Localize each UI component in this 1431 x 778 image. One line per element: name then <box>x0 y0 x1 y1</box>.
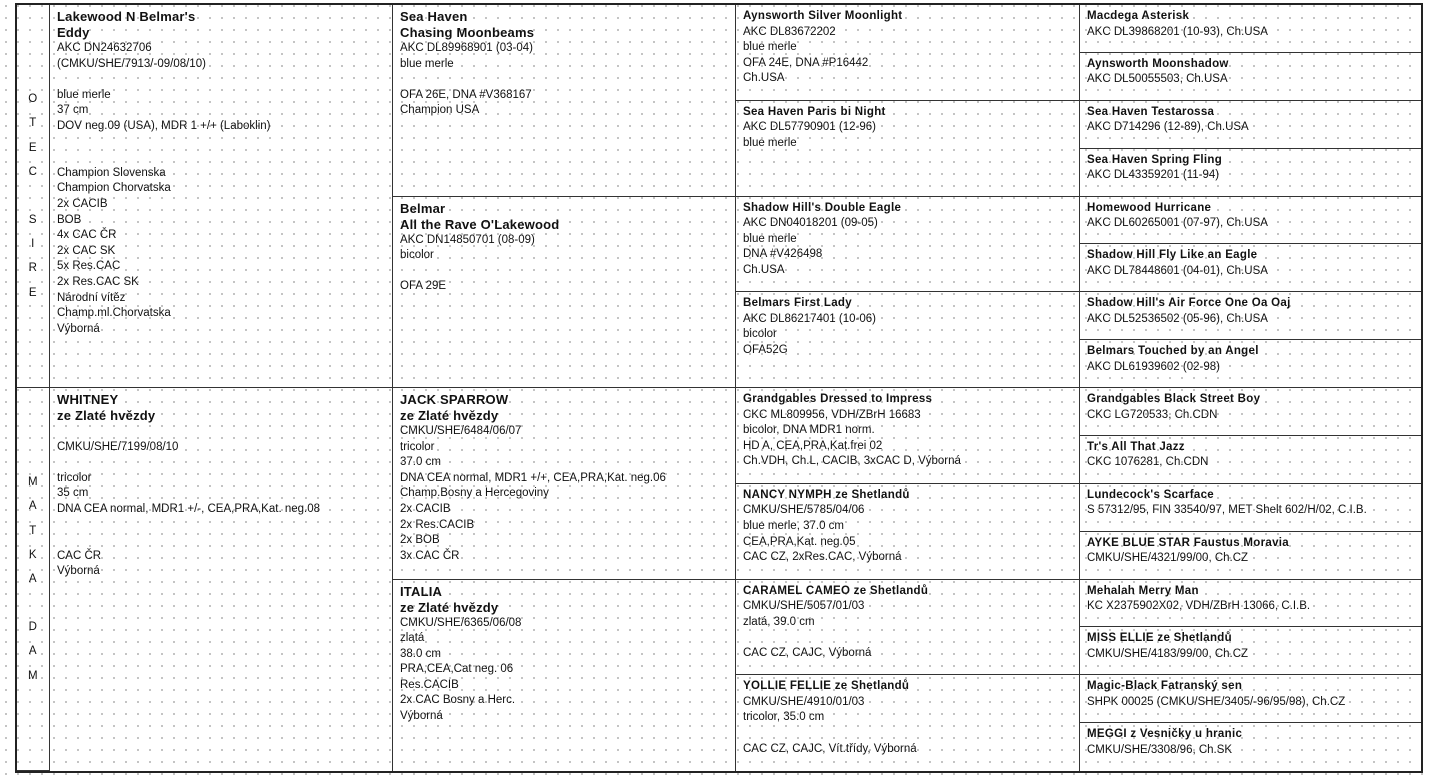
dog-detail-line: AKC DN04018201 (09-05) <box>743 217 878 230</box>
dog-name: AYKE BLUE STAR Faustus Moravia <box>1087 536 1289 549</box>
dog-detail-line: CMKU/SHE/7199/08/10 <box>57 440 179 453</box>
dog-name-line: JACK SPARROW <box>400 392 509 407</box>
dam-gen4-cell <box>1080 723 1421 771</box>
dog-detail-line: Champion Chorvatska <box>57 182 171 195</box>
dog-detail-line: Ch.USA <box>743 72 785 85</box>
dog-detail-line: KC X2375902X02, VDH/ZBrH 13066, C.I.B. <box>1087 600 1311 613</box>
dog-detail-line <box>57 455 386 471</box>
sire-side-letter: C <box>28 165 38 178</box>
sire-side-letter: R <box>28 262 38 275</box>
dog-detail-line: blue merle <box>400 57 454 70</box>
dog-name: Homewood Hurricane <box>1087 201 1212 214</box>
dam-gen3-cell <box>736 580 1080 676</box>
sire-side-letter: E <box>28 286 38 299</box>
dog-name-line: Lakewood N Belmar's <box>57 9 196 24</box>
dog-name: Aynsworth Silver Moonlight <box>743 10 903 22</box>
dog-detail-line: CMKU/SHE/4910/01/03 <box>743 695 865 708</box>
dog-detail-line: 35 cm <box>57 487 89 500</box>
sire-gen4-cell <box>1080 292 1421 340</box>
dog-name: Shadow Hill Fly Like an Eagle <box>1087 249 1258 262</box>
dog-name: CARAMEL CAMEO ze Shetlandů <box>743 584 929 597</box>
dog-name-line: ITALIA <box>400 583 443 599</box>
dam-gen4-cell <box>1080 484 1421 532</box>
dam-gen3-cell <box>736 675 1080 771</box>
dog-detail-line: CKC LG720533, Ch.CDN <box>1087 408 1218 421</box>
sire-side-letter: O <box>28 93 38 106</box>
dog-detail-line: Výborná <box>400 710 443 723</box>
dog-detail-line: tricolor, 35.0 cm <box>743 711 825 724</box>
dog-detail-line: AKC DL52536502 (05-96), Ch.USA <box>1087 312 1268 325</box>
dog-detail-line: AKC DL39868201 (10-93), Ch.USA <box>1087 25 1268 38</box>
dog-detail-line: AKC DL57790901 (12-96) <box>743 121 876 134</box>
dog-detail-line: CKC ML809956, VDH/ZBrH 16683 <box>743 408 921 421</box>
dog-detail-line: CMKU/SHE/4321/99/00, Ch.CZ <box>1087 552 1249 565</box>
dog-detail-line: SHPK 00025 (CMKU/SHE/3405/-96/95/98), Ch.CZ <box>1087 695 1346 708</box>
sire-gen3-cell <box>736 101 1080 197</box>
sire-gen4-cell <box>1080 244 1421 292</box>
dog-detail-line: AKC DL43359201 (11-94) <box>1087 169 1220 182</box>
dog-detail-line <box>57 533 386 549</box>
dam-gen4-cell <box>1080 580 1421 628</box>
dog-detail-line: CMKU/SHE/4183/99/00, Ch.CZ <box>1087 647 1249 660</box>
dog-detail-line <box>57 424 386 440</box>
dog-detail-line: AKC DL89968901 (03-04) <box>400 42 533 54</box>
dog-name: Aynsworth Moonshadow <box>1087 57 1229 70</box>
dog-detail-line <box>743 630 1073 646</box>
dog-detail-line: 2x BOB <box>400 534 440 547</box>
dog-detail-line: Výborná <box>57 565 100 578</box>
dog-detail-line: CAC CZ, CAJC, Vít.třídy, Výborná <box>743 742 917 755</box>
dog-detail-line: AKC DL50055503, Ch.USA <box>1087 73 1228 86</box>
dog-detail-line: 2x Res.CACIB <box>400 518 475 531</box>
dog-detail-line: Champ.ml.Chorvatska <box>57 307 171 320</box>
dog-detail-line <box>400 264 729 280</box>
dog-name: Shadow Hill's Air Force One Oa Oaj <box>1087 297 1291 310</box>
dog-detail-line: 2x CAC SK <box>57 244 116 257</box>
dog-name: Shadow Hill's Double Eagle <box>743 201 902 214</box>
dam-gen3-cell <box>736 484 1080 580</box>
dog-name: Grandgables Black Street Boy <box>1087 393 1261 405</box>
dog-name: Mehalah Merry Man <box>1087 584 1199 597</box>
dog-name-line: ze Zlaté hvězdy <box>400 599 499 615</box>
dog-detail-line: bicolor <box>400 249 434 262</box>
dog-name-line: Eddy <box>57 25 90 40</box>
dog-detail-line <box>57 135 386 151</box>
dog-detail-line: Champ.Bosny a Hercegoviny <box>400 487 549 500</box>
dog-name: MEGGI z Vesničky u hranic <box>1087 728 1243 741</box>
dam-dam-cell <box>393 580 736 772</box>
dog-detail-line: Výborná <box>57 322 100 335</box>
dog-detail-line: CMKU/SHE/6365/06/08 <box>400 616 522 629</box>
dog-name: Lundecock's Scarface <box>1087 488 1214 501</box>
dog-name: YOLLIE FELLIE ze Shetlandů <box>743 680 910 693</box>
dam-side-letter: A <box>28 645 38 658</box>
dog-name-line: Chasing Moonbeams <box>400 25 535 40</box>
dog-detail-line: CMKU/SHE/6484/06/07 <box>400 425 522 437</box>
dog-detail-line: DNA #V426498 <box>743 248 823 261</box>
dog-detail-line: AKC DN14850701 (08-09) <box>400 233 535 246</box>
dog-name: Sea Haven Spring Fling <box>1087 153 1223 166</box>
dog-detail-line: AKC DL61939602 (02-98) <box>1087 360 1220 373</box>
dog-detail-line: AKC DL83672202 <box>743 25 836 38</box>
dog-name: Macdega Asterisk <box>1087 10 1190 22</box>
dog-detail-line: OFA 26E, DNA #V368167 <box>400 88 532 101</box>
dog-detail-line: (CMKU/SHE/7913/-09/08/10) <box>57 57 206 70</box>
dog-detail-line: Ch.VDH, Ch.L, CACIB, 3xCAC D, Výborná <box>743 455 961 468</box>
dog-name-line: ze Zlaté hvězdy <box>400 408 499 423</box>
dog-detail-line: tricolor <box>400 440 435 453</box>
dam-side-label <box>17 388 50 771</box>
sire-side-letter: T <box>29 117 37 130</box>
dog-detail-line: 5x Res.CAC <box>57 260 121 273</box>
dog-detail-line: 4x CAC ČR <box>57 229 117 242</box>
dog-detail-line: zlatá <box>400 632 425 645</box>
dog-name: Grandgables Dressed to Impress <box>743 393 933 405</box>
dam-side-letter: M <box>27 669 39 682</box>
sire-gen3-cell <box>736 197 1080 293</box>
sire-gen3-cell <box>736 5 1080 101</box>
pedigree-table <box>15 3 1423 773</box>
dog-name: Belmars Touched by an Angel <box>1087 345 1259 358</box>
dog-detail-line: 2x CACIB <box>400 502 451 515</box>
dog-detail-line <box>743 726 1073 742</box>
dog-detail-line: HD A, CEA,PRA,Kat.frei 02 <box>743 439 883 452</box>
dog-detail-line <box>57 150 386 166</box>
dam-side-letter: D <box>28 621 38 634</box>
dog-detail-line: bicolor, DNA MDR1 norm. <box>743 424 875 437</box>
dog-name: NANCY NYMPH ze Shetlandů <box>743 488 910 501</box>
dam-sire-cell <box>393 388 736 580</box>
dog-detail-line: BOB <box>57 213 82 226</box>
dog-detail-line: 2x Res.CAC SK <box>57 275 139 288</box>
dog-detail-line: CAC ČR <box>57 549 102 562</box>
dog-name-line: Sea Haven <box>400 9 468 24</box>
dam-side-letter: K <box>28 548 38 561</box>
sire-gen4-cell <box>1080 340 1421 388</box>
dog-detail-line: Res.CACIB <box>400 678 459 691</box>
dog-detail-line: DOV neg.09 (USA), MDR 1 +/+ (Laboklin) <box>57 119 271 132</box>
sire-gen4-cell <box>1080 101 1421 149</box>
sire-dog-cell <box>50 5 393 388</box>
dog-detail-line: Ch.USA <box>743 263 785 276</box>
dog-detail-line: CAC CZ, 2xRes.CAC, Výborná <box>743 551 902 564</box>
dam-gen4-cell <box>1080 388 1421 436</box>
dog-detail-line: 37 cm <box>57 104 89 117</box>
dam-side-letter: A <box>28 572 38 585</box>
dog-detail-line: blue merle <box>743 41 797 54</box>
dog-detail-line: tricolor <box>57 471 92 484</box>
dam-gen4-cell <box>1080 675 1421 723</box>
dam-gen3-cell <box>736 388 1080 484</box>
dog-detail-line: blue merle <box>57 88 111 101</box>
dam-side-letter: T <box>29 524 37 537</box>
dog-detail-line: CMKU/SHE/5785/04/06 <box>743 504 865 517</box>
dog-detail-line: blue merle, 37.0 cm <box>743 519 844 532</box>
dog-detail-line: DNA CEA normal, MDR1 +/-, CEA,PRA,Kat. neg.08 <box>57 502 321 515</box>
dog-detail-line: OFA 29E <box>400 280 447 293</box>
dog-detail-line: CMKU/SHE/5057/01/03 <box>743 600 865 613</box>
dog-detail-line: blue merle <box>743 232 797 245</box>
dog-detail-line: 37.0 cm <box>400 456 441 469</box>
dog-detail-line: AKC D714296 (12-89), Ch.USA <box>1087 121 1249 134</box>
dog-detail-line <box>57 72 386 88</box>
sire-side-label <box>17 5 50 388</box>
dam-gen4-cell <box>1080 627 1421 675</box>
dog-detail-line: 3x CAC ČR <box>400 549 460 562</box>
dog-name-line: WHITNEY <box>57 392 119 407</box>
dog-name-line: Belmar <box>400 200 446 216</box>
dog-name: Magic-Black Fatranský sen <box>1087 680 1243 693</box>
sire-gen3-cell <box>736 292 1080 388</box>
dog-detail-line: 2x CACIB <box>57 197 108 210</box>
sire-side-letter: I <box>31 238 35 251</box>
dog-detail-line: blue merle <box>743 136 797 149</box>
dog-detail-line: CEA,PRA,Kat. neg.05 <box>743 535 856 548</box>
dog-detail-line: AKC DL60265001 (07-97), Ch.USA <box>1087 217 1268 230</box>
dog-name-line: All the Rave O'Lakewood <box>400 216 560 232</box>
sire-gen4-cell <box>1080 149 1421 197</box>
dog-detail-line: Champion Slovenska <box>57 166 166 179</box>
dog-detail-line: zlatá, 39.0 cm <box>743 615 815 628</box>
dam-side-letter: A <box>28 500 38 513</box>
sire-sire-cell <box>393 5 736 197</box>
dog-detail-line: bicolor <box>743 328 777 341</box>
dog-detail-line: AKC DL78448601 (04-01), Ch.USA <box>1087 264 1268 277</box>
dog-detail-line: CAC CZ, CAJC, Výborná <box>743 646 872 659</box>
dog-detail-line: DNA CEA normal, MDR1 +/+, CEA,PRA,Kat. neg.06 <box>400 471 666 484</box>
dog-detail-line: AKC DL86217401 (10-06) <box>743 312 876 325</box>
sire-side-letter: S <box>28 214 38 227</box>
dog-detail-line: 2x CAC Bosny a Herc. <box>400 694 516 707</box>
sire-gen4-cell <box>1080 197 1421 245</box>
dog-detail-line: Champion USA <box>400 104 480 117</box>
dog-name: Belmars First Lady <box>743 297 852 310</box>
dog-detail-line: Národní vítěz <box>57 291 126 304</box>
dog-detail-line: AKC DN24632706 <box>57 42 152 54</box>
sire-side-letter: E <box>28 141 38 154</box>
dam-side-letter: M <box>27 476 39 489</box>
dog-detail-line <box>57 518 386 534</box>
dog-detail-line: CMKU/SHE/3308/96, Ch.SK <box>1087 743 1233 756</box>
sire-gen4-cell <box>1080 53 1421 101</box>
dog-detail-line: OFA 24E, DNA #P16442 <box>743 56 869 69</box>
dam-gen4-cell <box>1080 532 1421 580</box>
dog-detail-line: 38.0 cm <box>400 647 441 660</box>
sire-dam-cell <box>393 197 736 389</box>
dog-detail-line: PRA,CEA,Cat neg. 06 <box>400 663 514 676</box>
dog-detail-line: CKC 1076281, Ch.CDN <box>1087 456 1209 469</box>
dog-name: Sea Haven Testarossa <box>1087 105 1215 118</box>
dog-detail-line: S 57312/95, FIN 33540/97, MET Shelt 602/H/02, C.I.B. <box>1087 504 1367 517</box>
dam-dog-cell <box>50 388 393 771</box>
dog-detail-line: OFA52G <box>743 344 788 357</box>
dog-detail-line <box>400 72 729 88</box>
dog-name: MISS ELLIE ze Shetlandů <box>1087 632 1232 645</box>
sire-gen4-cell <box>1080 5 1421 53</box>
dog-name: Tr's All That Jazz <box>1087 440 1185 453</box>
dog-name-line: ze Zlaté hvězdy <box>57 408 156 423</box>
dam-gen4-cell <box>1080 436 1421 484</box>
dog-name: Sea Haven Paris bi Night <box>743 105 886 118</box>
